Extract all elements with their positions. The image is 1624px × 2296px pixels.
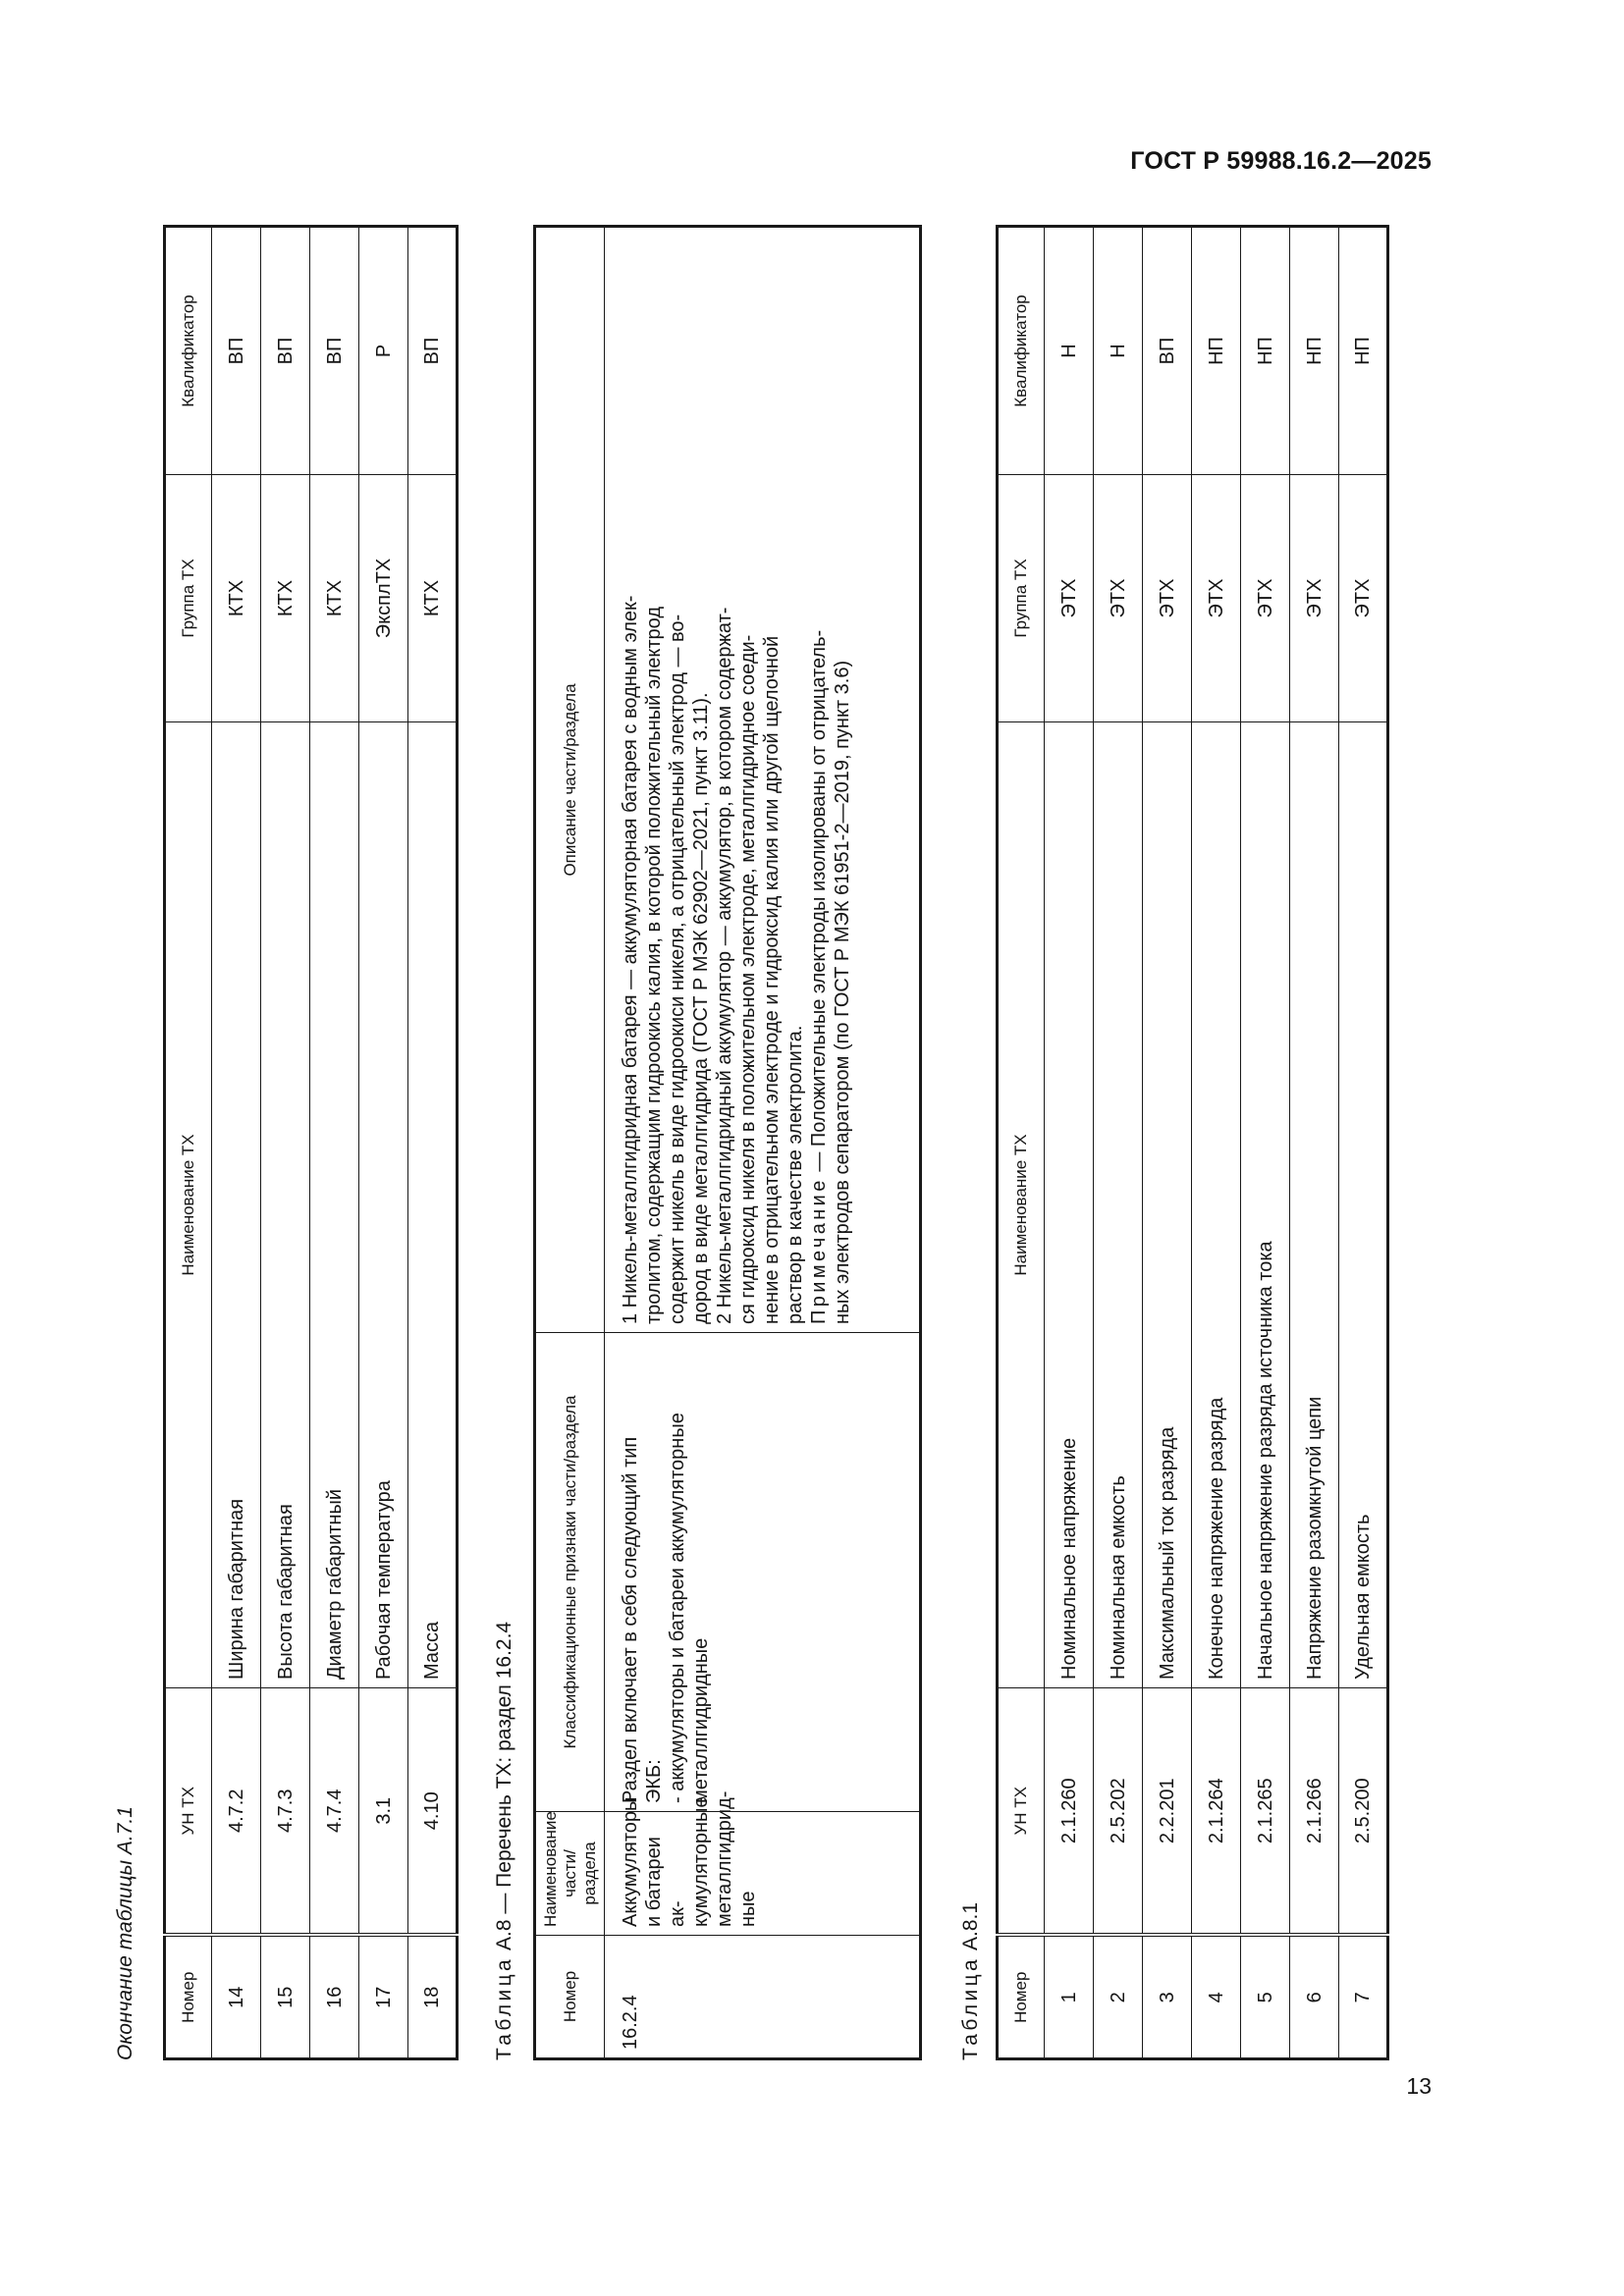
cell-qualifier: НП [1290,227,1339,475]
cell-group: ЭТХ [1290,475,1339,722]
cell-number: 17 [359,1936,408,2059]
table-a81 [996,225,1389,2060]
table-header-row [535,227,605,2059]
cell-name: Номинальное напряжение [1045,722,1094,1688]
cell-criteria: Раздел включает в себя следующий тип ЭКБ: - аккумуляторы и батареи аккумуляторные металлгидридные [605,1333,921,1812]
column-header: Наименование части/раздела [535,1812,605,1936]
cell-code: 4.10 [408,1688,458,1936]
column-header: Номер [165,1936,212,2059]
cell-name: Рабочая температура [359,722,408,1688]
cell-code: 4.7.2 [212,1688,261,1936]
table-a8-container [533,225,922,2060]
column-header: Описание части/раздела [535,227,605,1333]
cell-number: 16 [310,1936,359,2059]
cell-qualifier: НП [1192,227,1241,475]
cell-group: ЭТХ [1045,475,1094,722]
cell-code: 3.1 [359,1688,408,1936]
table-a81-caption [959,1902,983,2060]
table-row [212,227,261,2059]
column-header: Группа ТХ [165,475,212,722]
cell-number: 18 [408,1936,458,2059]
page-number: 13 [1406,2073,1432,2099]
column-header: Группа ТХ [998,475,1045,722]
cell-qualifier: ВП [212,227,261,475]
cell-group: КТХ [261,475,310,722]
description-note [807,236,854,1324]
cell-number: 5 [1241,1936,1290,2059]
table-row [1241,227,1290,2059]
cell-name: Максимальный ток разряда [1143,722,1192,1688]
column-header: Номер [998,1936,1045,2059]
cell-group: ЭТХ [1339,475,1388,722]
cell-group: КТХ [212,475,261,722]
table-header-row [165,227,212,2059]
table-row [605,227,921,2059]
cell-name: Ширина габаритная [212,722,261,1688]
cell-code: 2.1.266 [1290,1688,1339,1936]
cell-number: 14 [212,1936,261,2059]
table-a71-caption: Окончание таблицы А.7.1 [114,1806,136,2060]
cell-code: 2.5.200 [1339,1688,1388,1936]
table-header-row [998,227,1045,2059]
cell-group: ЭТХ [1241,475,1290,722]
cell-name: Напряжение разомкнутой цепи [1290,722,1339,1688]
table-row [261,227,310,2059]
cell-code: 4.7.3 [261,1688,310,1936]
table-row [310,227,359,2059]
cell-group: КТХ [408,475,458,722]
cell-qualifier: Р [359,227,408,475]
cell-name: Номинальная емкость [1094,722,1143,1688]
table-row [1045,227,1094,2059]
cell-number: 2 [1094,1936,1143,2059]
cell-qualifier: ВП [408,227,458,475]
cell-group: ЭТХ [1143,475,1192,722]
cell-code: 2.1.264 [1192,1688,1241,1936]
cell-code: 2.2.201 [1143,1688,1192,1936]
cell-number: 7 [1339,1936,1388,2059]
cell-qualifier: ВП [1143,227,1192,475]
cell-group: ЭксплТХ [359,475,408,722]
note-label: Примечание [808,1177,830,1324]
column-header: УН ТХ [998,1688,1045,1936]
cell-number: 6 [1290,1936,1339,2059]
document-header: ГОСТ Р 59988.16.2—2025 [1130,147,1432,175]
column-header: Номер [535,1936,605,2059]
table-a8-caption [493,1622,516,2060]
cell-name: Высота габаритная [261,722,310,1688]
cell-code: 2.1.265 [1241,1688,1290,1936]
table-a81-container [996,225,1389,2060]
table-row [1339,227,1388,2059]
table-row [1290,227,1339,2059]
cell-number: 16.2.4 [605,1936,921,2059]
cell-number: 1 [1045,1936,1094,2059]
column-header: УН ТХ [165,1688,212,1936]
column-header: Классификационные признаки части/раздела [535,1333,605,1812]
table-a8 [533,225,922,2060]
cell-group: ЭТХ [1094,475,1143,722]
cell-code: 2.1.260 [1045,1688,1094,1936]
cell-name: Конечное напряжение разряда [1192,722,1241,1688]
cell-qualifier: Н [1094,227,1143,475]
cell-number: 15 [261,1936,310,2059]
note-text: — Положительные электроды изолированы от отрицатель- ных электродов сепаратором (по ГОСТ Р МЭК 61951-2—2019, пункт 3.6) [808,629,853,1324]
cell-group: ЭТХ [1192,475,1241,722]
column-header: Наименование ТХ [998,722,1045,1688]
table-a8-caption-prefix: Таблица [493,1955,515,2060]
cell-qualifier: НП [1241,227,1290,475]
cell-qualifier: НП [1339,227,1388,475]
cell-section-name: Аккумуляторы и батареи ак- кумуляторные металлгидрид- ные [605,1812,921,1936]
table-a71-container [163,225,459,2060]
cell-name: Начальное напряжение разряда источника тока [1241,722,1290,1688]
table-row [359,227,408,2059]
cell-number: 3 [1143,1936,1192,2059]
column-header: Наименование ТХ [165,722,212,1688]
cell-name: Масса [408,722,458,1688]
cell-qualifier: ВП [261,227,310,475]
table-a81-caption-prefix: Таблица [959,1955,982,2060]
cell-qualifier: Н [1045,227,1094,475]
table-row [1143,227,1192,2059]
cell-name: Удельная емкость [1339,722,1388,1688]
table-a8-caption-title: А.8 — Перечень ТХ: раздел 16.2.4 [493,1621,515,1951]
cell-number: 4 [1192,1936,1241,2059]
cell-group: КТХ [310,475,359,722]
cell-code: 2.5.202 [1094,1688,1143,1936]
table-a81-caption-title: А.8.1 [959,1901,982,1951]
table-row [1192,227,1241,2059]
cell-description [605,227,921,1333]
cell-code: 4.7.4 [310,1688,359,1936]
cell-name: Диаметр габаритный [310,722,359,1688]
table-row [408,227,458,2059]
column-header: Квалификатор [998,227,1045,475]
column-header: Квалификатор [165,227,212,475]
table-row [1094,227,1143,2059]
table-a71 [163,225,459,2060]
cell-qualifier: ВП [310,227,359,475]
description-text: 1 Никель-металлгидридная батарея — аккумуляторная батарея с водным элек- тролитом, содержащим гидроокись калия, в которой положительный электрод содержит никель в виде гидроокиси никеля, а отрицательный электрод — во- дород в виде металлгидрида (ГОСТ Р МЭК 62902—2021, пункт 3.11). 2 Никель-металлгидридный аккумулятор — аккумулятор, в котором содержат- ся гидроксид никеля в положительном электроде, металлгидридное соеди- нение в отрицательном электроде и гидроксид калия или другой щелочной раствор в качестве электролита. [620,595,806,1324]
